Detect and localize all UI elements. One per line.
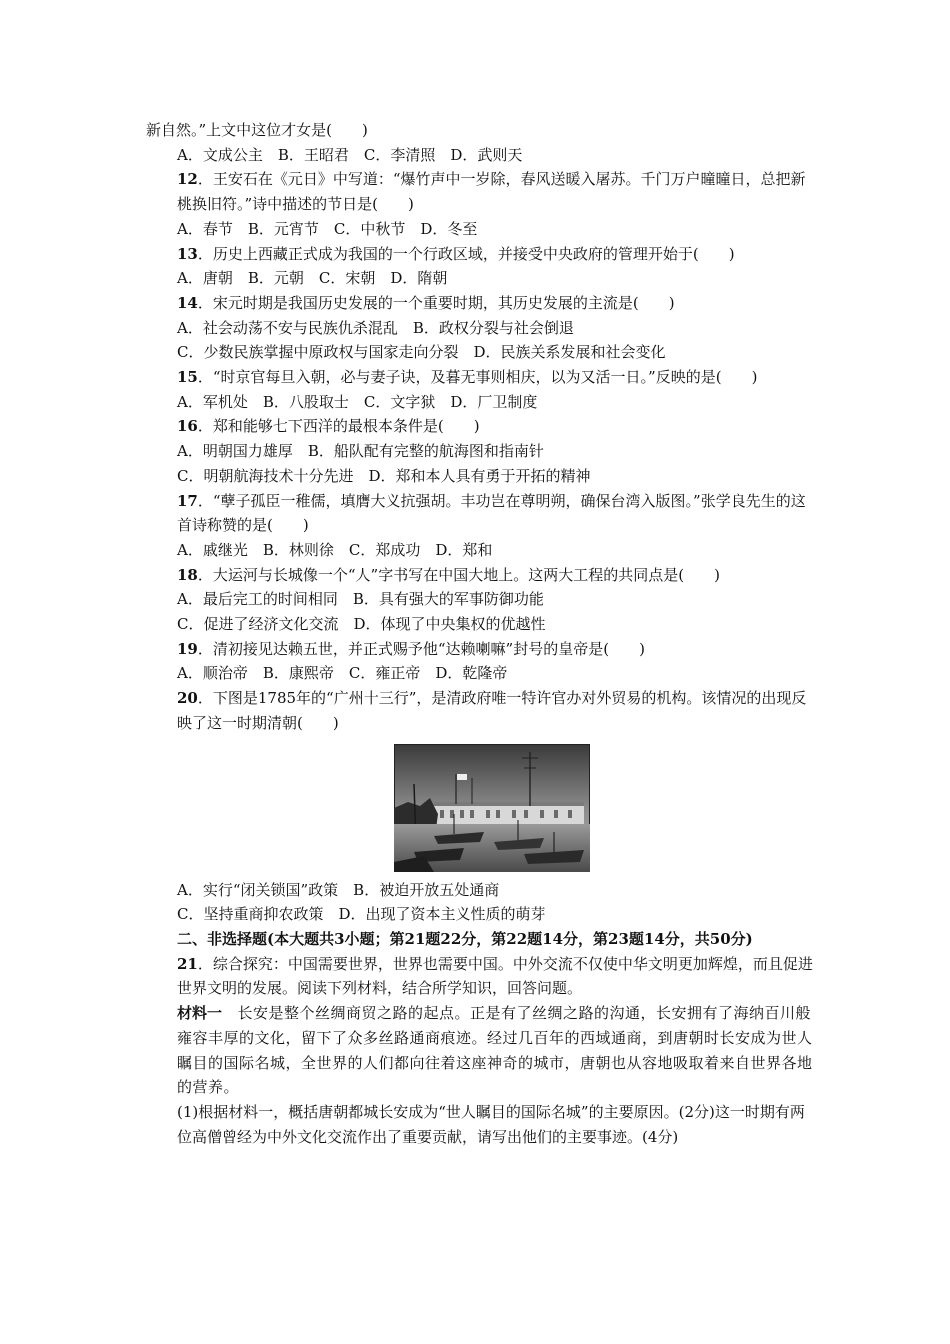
page-content <box>146 118 818 1149</box>
question-number: 13 <box>177 244 198 263</box>
question-number: 12 <box>177 170 198 189</box>
question-number: 20 <box>177 689 198 708</box>
question-text: ．下图是1785年的“广州十三行”，是清政府唯一特许官办对外贸易的机构。该情况的出现反映了这一时期清朝( ) <box>177 689 807 732</box>
options-line: A．春节 B．元宵节 C．中秋节 D．冬至 <box>177 219 478 238</box>
material-text: 长安是整个丝绸商贸之路的起点。正是有了丝绸之路的沟通，长安拥有了海纳百川般雍容丰厚的文化，留下了众多丝路通商痕迹。经过几百年的西域通商，到唐朝时长安成为世人瞩目的国际名城，全世界的人们都向往着这座神奇的城市，唐朝也从容地吸取着来自世界各地的营养。 <box>177 1004 813 1097</box>
question-text: ．大运河与长城像一个“人”字书写在中国大地上。这两大工程的共同点是( ) <box>197 565 720 584</box>
question-text: ．“时京官每旦入朝，必与妻子诀，及暮无事则相庆，以为又活一日。”反映的是( ) <box>197 368 758 387</box>
question-number: 18 <box>177 565 198 584</box>
options-line: A．顺治帝 B．康熙帝 C．雍正帝 D．乾隆帝 <box>177 664 508 683</box>
options-line: A．军机处 B．八股取士 C．文字狱 D．厂卫制度 <box>177 392 538 411</box>
question-20 <box>146 686 818 735</box>
question-number: 19 <box>177 639 198 658</box>
material-1 <box>146 1001 818 1100</box>
question-text: ．清初接见达赖五世，并正式赐予他“达赖喇嘛”封号的皇帝是( ) <box>197 639 645 658</box>
question-text: ．综合探究：中国需要世界，世界也需要中国。中外交流不仅使中华文明更加辉煌，而且促进世界文明的发展。阅读下列材料，结合所学知识，回答问题。 <box>177 954 813 998</box>
question-12 <box>146 167 818 216</box>
question-14 <box>146 291 818 316</box>
question-number: 14 <box>177 293 198 312</box>
question-text: ．“孽子孤臣一稚儒，填膺大义抗强胡。丰功岂在尊明朔，确保台湾入版图。”张学良先生的这首诗称赞的是( ) <box>177 491 806 535</box>
text-line: 新自然。”上文中这位才女是( ) <box>146 121 368 139</box>
material-label: 材料一 <box>177 1004 223 1023</box>
question-number: 16 <box>177 417 198 436</box>
question-text: ．宋元时期是我国历史发展的一个重要时期，其历史发展的主流是( ) <box>197 293 675 312</box>
options-line: A．唐朝 B．元朝 C．宋朝 D．隋朝 <box>177 269 448 288</box>
question-number: 21 <box>177 954 198 973</box>
canton-thirteen-factories-image <box>394 744 590 872</box>
options-line: A．社会动荡不安与民族仇杀混乱 B．政权分裂与社会倒退 <box>177 318 574 337</box>
question-text: ．王安石在《元日》中写道：“爆竹声中一岁除，春风送暖入屠苏。千门万户曈曈日，总把新桃换旧符。”诗中描述的节日是( ) <box>177 170 806 214</box>
question-text: ．郑和能够七下西洋的最根本条件是( ) <box>197 417 480 436</box>
options-line: A．戚继光 B．林则徐 C．郑成功 D．郑和 <box>177 540 493 559</box>
options-line: A．明朝国力雄厚 B．船队配有完整的航海图和指南针 <box>177 442 544 461</box>
question-17 <box>146 489 818 538</box>
options-line: C．促进了经济文化交流 D．体现了中央集权的优越性 <box>177 615 546 634</box>
question-text: ．历史上西藏正式成为我国的一个行政区域，并接受中央政府的管理开始于( ) <box>197 244 735 263</box>
section-heading: 二、非选择题(本大题共3小题；第21题22分，第22题14分，第23题14分，共50分) <box>177 929 753 948</box>
question-number: 17 <box>177 491 198 510</box>
options-line: A．最后完工的时间相同 B．具有强大的军事防御功能 <box>177 590 544 609</box>
options-line: C．少数民族掌握中原政权与国家走向分裂 D．民族关系发展和社会变化 <box>177 343 666 362</box>
options-line: A．文成公主 B．王昭君 C．李清照 D．武则天 <box>177 145 523 164</box>
question-15 <box>146 365 818 390</box>
question-18 <box>146 563 818 588</box>
options-line: C．坚持重商抑农政策 D．出现了资本主义性质的萌芽 <box>177 905 546 924</box>
options-line: A．实行“闭关锁国”政策 B．被迫开放五处通商 <box>177 880 500 899</box>
question-13 <box>146 242 818 267</box>
question-number: 15 <box>177 368 198 387</box>
sub-question-1: (1)根据材料一，概括唐朝都城长安成为“世人瞩目的国际名城”的主要原因。(2分)这一时期有两位高僧曾经为中外文化交流作出了重要贡献，请写出他们的主要事迹。(4分) <box>177 1102 805 1146</box>
question-16 <box>146 414 818 439</box>
question-21 <box>146 952 818 1001</box>
options-line: C．明朝航海技术十分先进 D．郑和本人具有勇于开拓的精神 <box>177 466 591 485</box>
historical-harbor-illustration <box>394 744 590 872</box>
question-19 <box>146 637 818 662</box>
